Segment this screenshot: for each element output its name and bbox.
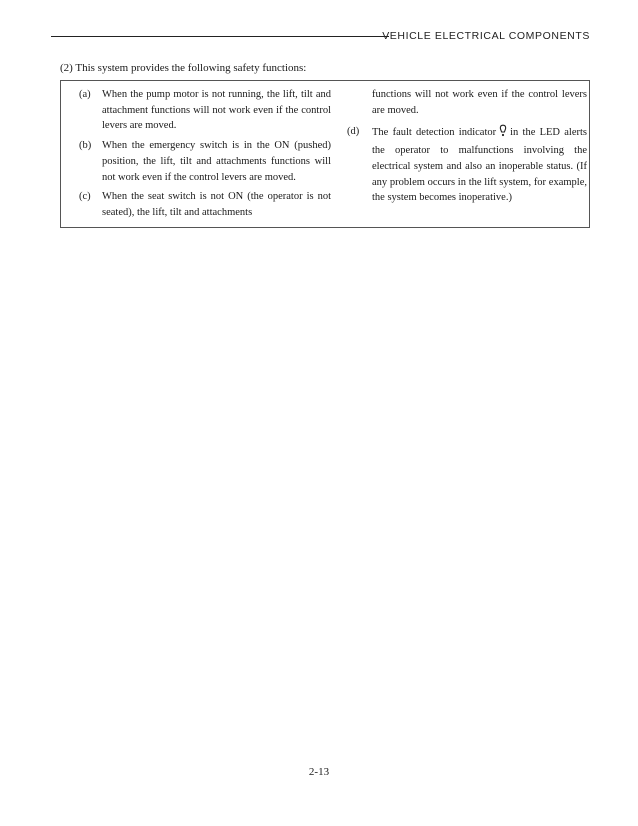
intro-paragraph: (2) This system provides the following safety functions: — [60, 62, 307, 74]
item-marker: (b) — [79, 140, 92, 152]
list-item-b — [61, 138, 331, 185]
item-marker: (d) — [347, 126, 360, 138]
page-number: 2-13 — [308, 766, 330, 778]
item-text: When the seat switch is not ON (the operator is not seated), the lift, tilt and attachments — [102, 191, 331, 218]
list-item-c — [61, 189, 331, 220]
header-rule — [51, 36, 389, 37]
item-marker: (a) — [79, 89, 91, 100]
item-c-continuation: functions will not work even if the control levers are moved. — [372, 89, 587, 116]
item-text: When the pump motor is not running, the lift, tilt and attachment functions will not work even if the control levers are moved. — [102, 89, 331, 132]
left-column — [61, 87, 331, 225]
fault-detection-indicator-icon — [499, 124, 507, 143]
section-header: VEHICLE ELECTRICAL COMPONENTS — [382, 30, 590, 42]
item-text: When the emergency switch is in the ON (pushed) position, the lift, tilt and attachments functions will not work even if the control levers are moved. — [102, 140, 331, 183]
item-text-after-icon: in the LED alerts the operator to malfunctions involving the electrical system and also an inoperable status. (If any problem occurs in the lift system, for example, the system becomes inoperative.) — [372, 127, 587, 204]
safety-functions-box — [60, 80, 590, 228]
list-item-a — [61, 87, 331, 134]
item-text-before-icon: The fault detection indicator — [372, 127, 497, 139]
list-item-d — [342, 124, 587, 206]
item-marker: (c) — [79, 191, 91, 203]
item-text — [372, 124, 587, 206]
right-column — [342, 87, 587, 210]
